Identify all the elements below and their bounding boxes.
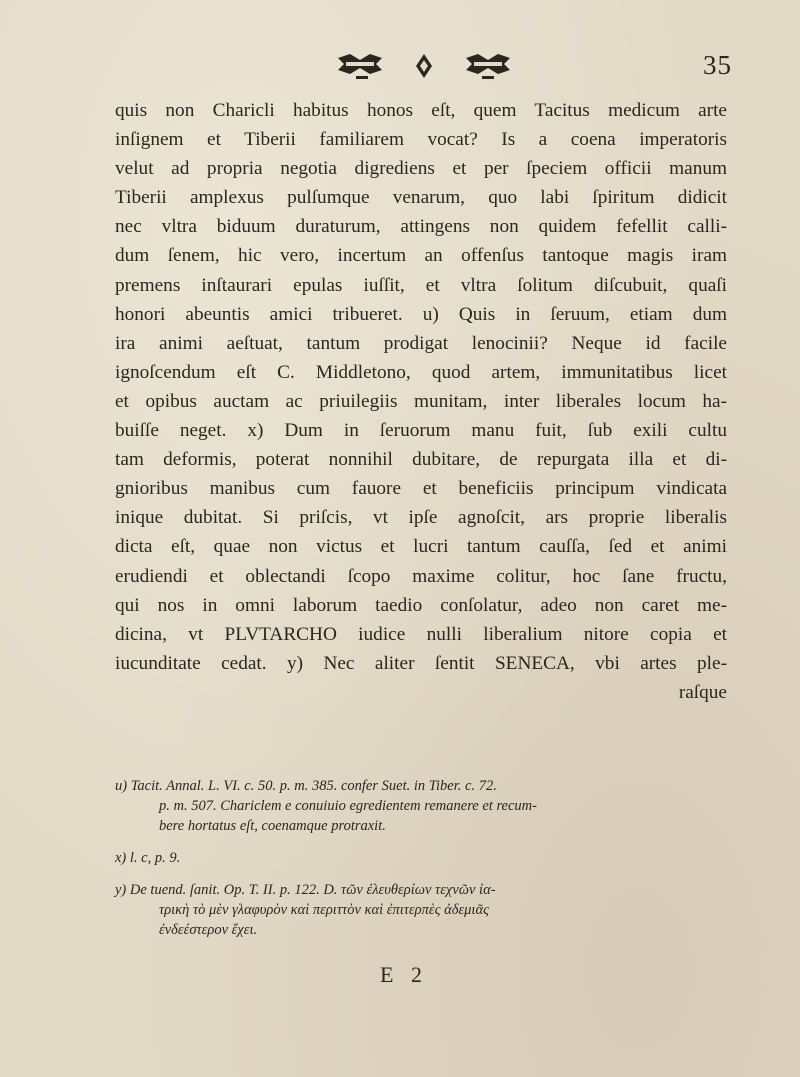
footnote xyxy=(115,880,727,940)
text-line: et opibus auctam ac priuilegiis munitam, inter liberales locum ha- xyxy=(115,390,727,412)
text-line: velut ad propria negotia digrediens et per ſpeciem officii manum xyxy=(115,158,727,180)
text-line: ignoſcendum eſt C. Middletono, quod artem, immunitatibus licet xyxy=(115,361,727,383)
text-line: ira animi aeſtuat, tantum prodigat lenocinii? Neque id facile xyxy=(115,332,727,354)
text-line: buiſſe neget. x) Dum in ſeruorum manu fuit, ſub exili cultu xyxy=(115,420,727,442)
text-line: nec vltra biduum duraturum, attingens non quidem fefellit calli- xyxy=(115,216,727,238)
text-line: iucunditate cedat. y) Nec aliter ſentit SENECA, vbi artes ple- xyxy=(115,652,727,674)
footnote-line: x) l. c, p. 9. xyxy=(115,850,181,866)
footnote xyxy=(115,848,727,868)
footnote-line: ἐνδεέστερον ἔχει. xyxy=(159,922,258,938)
text-line: erudiendi et oblectandi ſcopo maxime colitur, hoc ſane fructu, xyxy=(115,565,727,587)
text-line: inſignem et Tiberii familiarem vocat? Is a coena imperatoris xyxy=(115,129,727,151)
footnote-line: u) Tacit. Annal. L. VI. c. 50. p. m. 385. confer Suet. in Tiber. c. 72. xyxy=(115,778,497,794)
page-number: 35 xyxy=(703,50,732,80)
text-line: premens inſtaurari epulas iuſſit, et vltra ſolitum diſcubuit, quaſi xyxy=(115,274,727,296)
signature-mark: E 2 xyxy=(380,962,428,987)
text-line: raſque xyxy=(678,681,727,703)
text-line: honori abeuntis amici tribueret. u) Quis in ſeruum, etiam dum xyxy=(115,303,727,325)
printer-ornament-icon xyxy=(336,50,516,82)
footnote-line: τρικὴ τὸ μὲν γλαφυρὸν καὶ περιττὸν καὶ ἐπιτερπὲς ἀδεμιᾶς xyxy=(159,902,489,918)
text-line: quis non Charicli habitus honos eſt, quem Tacitus medicum arte xyxy=(115,100,727,121)
text-line: Tiberii amplexus pulſumque venarum, quo labi ſpiritum didicit xyxy=(115,187,727,209)
footnote-line: bere hortatus eſt, coenamque protraxit. xyxy=(159,818,386,834)
page-header xyxy=(0,48,800,88)
text-line: dicta eſt, quae non victus et lucri tantum cauſſa, ſed et animi xyxy=(115,536,727,558)
footnote-line: p. m. 507. Chariclem e conuiuio egredientem remanere et recum- xyxy=(159,798,537,814)
text-line: inique dubitat. Si priſcis, vt ipſe agnoſcit, ars proprie liberalis xyxy=(115,507,727,529)
text-line: gnioribus manibus cum fauore et beneficiis principum vindicata xyxy=(115,478,727,500)
footnotes xyxy=(115,776,727,952)
footnote-line: y) De tuend. ſanit. Op. T. II. p. 122. D. τῶν ἐλευθερίων τεχνῶν ἰα- xyxy=(115,882,496,898)
text-line: tam deformis, poterat nonnihil dubitare, de repurgata illa et di- xyxy=(115,449,727,471)
text-line: dicina, vt PLVTARCHO iudice nulli liberalium nitore copia et xyxy=(115,623,727,645)
footnote xyxy=(115,776,727,836)
text-line: qui nos in omni laborum taedio conſolatur, adeo non caret me- xyxy=(115,594,727,616)
text-line: dum ſenem, hic vero, incertum an offenſus tantoque magis iram xyxy=(115,245,727,267)
main-text xyxy=(115,96,727,707)
